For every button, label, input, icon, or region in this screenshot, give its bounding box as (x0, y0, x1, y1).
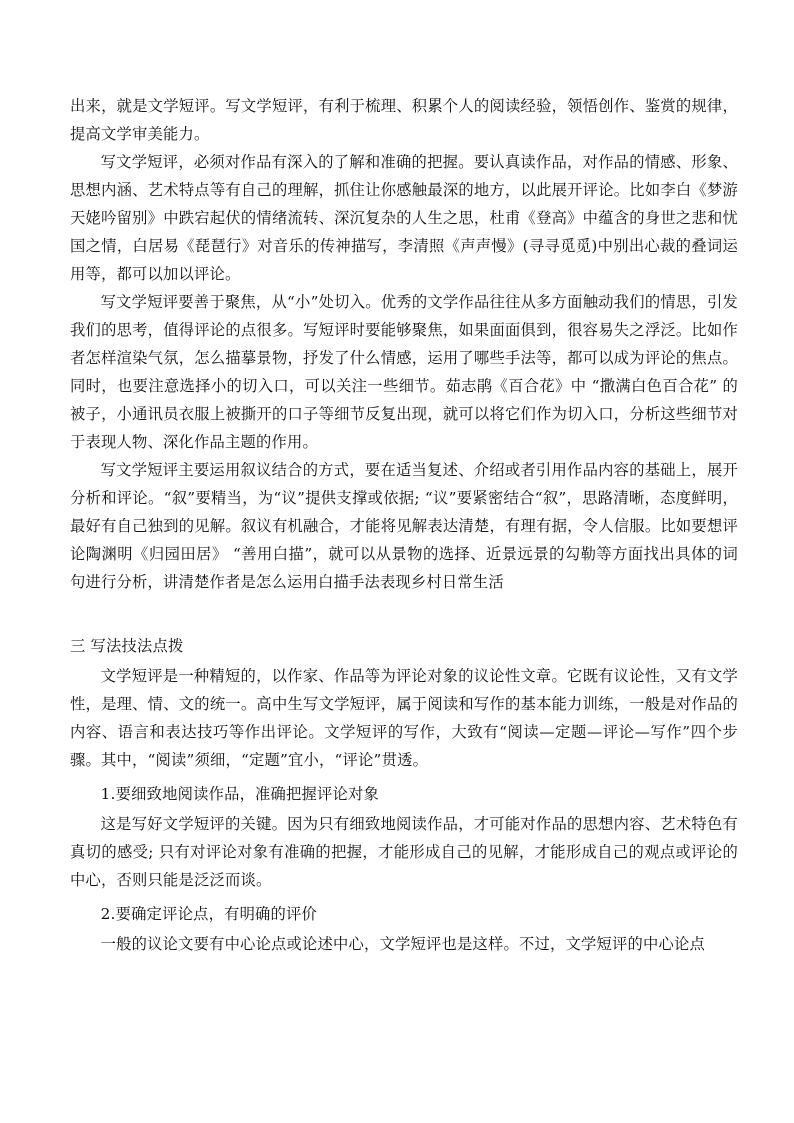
document-body (70, 92, 738, 958)
paragraph-continuation: 出来，就是文学短评。写文学短评，有利于梳理、积累个人的阅读经验，领悟创作、鉴赏的规律，提高文学审美能力。 (70, 97, 738, 143)
sub-heading-evaluation-point: 2.要确定评论点，有明确的评价 (100, 905, 318, 923)
paragraph-central-argument: 一般的议论文要有中心论点或论述中心，文学短评也是这样。不过，文学短评的中心论点 (100, 935, 705, 953)
paragraph-narration-discussion: 写文学短评主要运用叙议结合的方式，要在适当复述、介绍或者引用作品内容的基础上，展开分析和评论。“叙”要精当，为“议”提供支撑或依据; “议”要紧密结合“叙”，思路清晰，态度鲜明，最好有自己独到的见解。叙议有机融合，才能将见解表达清楚，有理有据，令人信服。比如要想评论陶渊明《归园田居》 “善用白描”，就可以从景物的选择、近景远景的勾勒等方面找出具体的词句进行分析，讲清楚作者是怎么运用白描手法表现乡村日常生活 (70, 461, 738, 591)
paragraph-key-point: 这是写好文学短评的关键。因为只有细致地阅读作品，才可能对作品的思想内容、艺术特色有真切的感受; 只有对评论对象有准确的把握，才能形成自己的见解，才能形成自己的观点或评论的中心，否则只能是泛泛而谈。 (70, 815, 738, 889)
paragraph-definition: 文学短评是一种精短的，以作家、作品等为评论对象的议论性文章。它既有议论性，又有文学性，是理、情、文的统一。高中生写文学短评，属于阅读和写作的基本能力训练，一般是对作品的内容、语言和表达技巧等作出评论。文学短评的写作，大致有“阅读—定题—评论—写作”四个步骤。其中，“阅读”须细，“定题”宜小，“评论”贯透。 (70, 667, 738, 769)
section-heading-writing-tips: 三 写法技法点拨 (70, 637, 184, 655)
paragraph-deep-understanding: 写文学短评，必须对作品有深入的了解和准确的把握。要认真读作品，对作品的情感、形象、思想内涵、艺术特点等有自己的理解，抓住让你感触最深的地方，以此展开评论。比如李白《梦游天姥吟留别》中跌宕起伏的情绪流转、深沉复杂的人生之思，杜甫《登高》中蕴含的身世之悲和忧国之情，白居易《琵琶行》对音乐的传神描写，李清照《声声慢》(寻寻觅觅)中别出心裁的叠词运用等，都可以加以评论。 (70, 153, 738, 283)
sub-heading-careful-reading: 1.要细致地阅读作品，准确把握评论对象 (100, 785, 380, 803)
paragraph-focus: 写文学短评要善于聚焦，从“小”处切入。优秀的文学作品往往从多方面触动我们的情思，引发我们的思考，值得评论的点很多。写短评时要能够聚焦，如果面面俱到，很容易失之浮泛。比如作者怎样渲染气氛，怎么描摹景物，抒发了什么情感，运用了哪些手法等，都可以成为评论的焦点。同时，也要注意选择小的切入口，可以关注一些细节。茹志鹃《百合花》中 “撒满白色百合花” 的被子，小通讯员衣服上被撕开的口子等细节反复出现，就可以将它们作为切入口，分析这些细节对于表现人物、深化作品主题的作用。 (70, 293, 738, 451)
